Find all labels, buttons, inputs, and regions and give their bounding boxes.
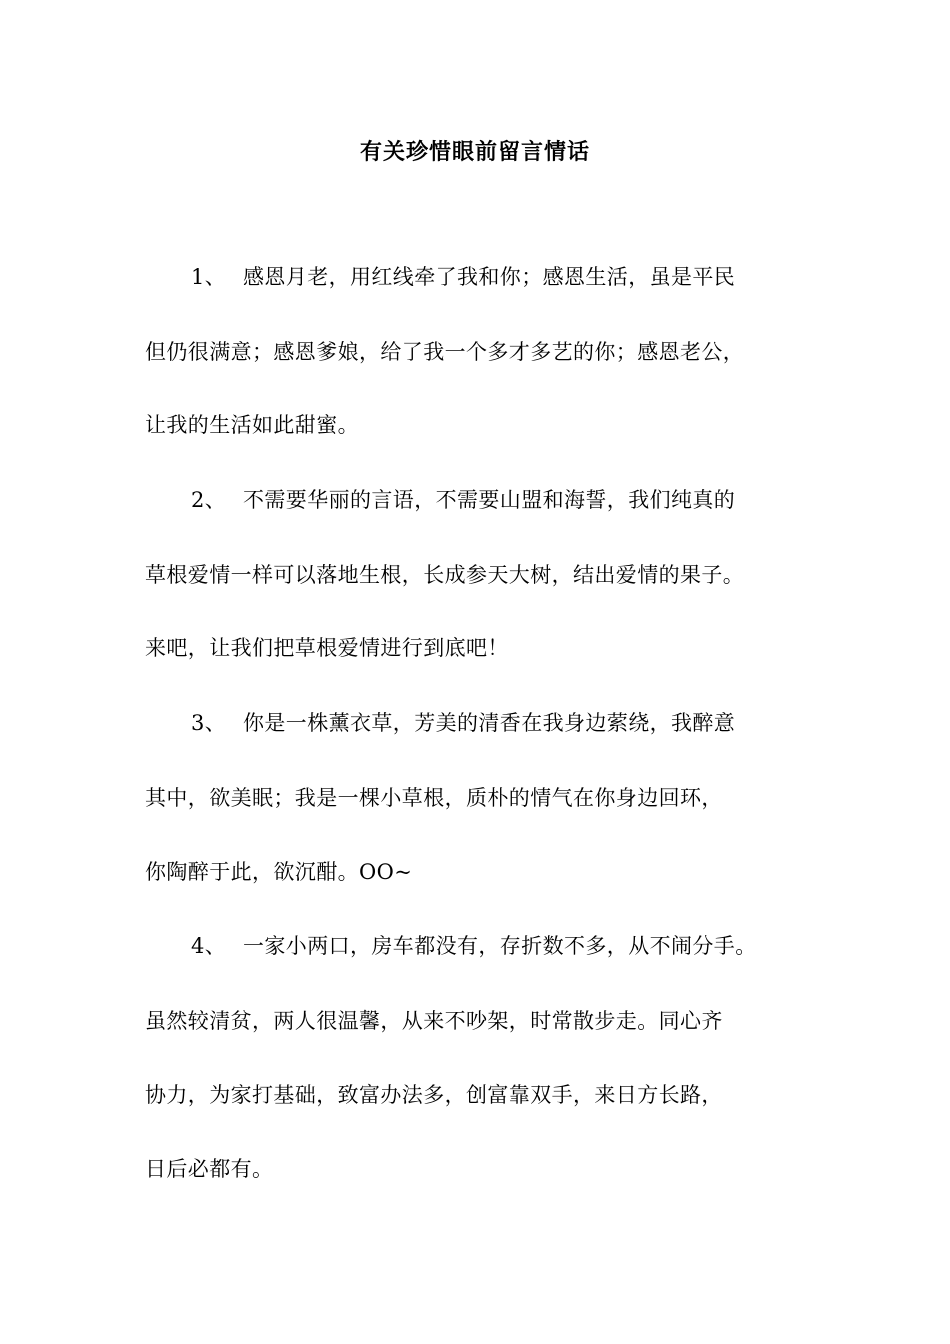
paragraph-3-line-1	[191, 708, 735, 738]
document-title: 有关珍惜眼前留言情话	[359, 140, 590, 165]
paragraph-4-text-1: 一家小两口，房车都没有，存折数不多，从不闹分手。	[243, 934, 757, 958]
paragraph-4-line-3: 协力，为家打基础，致富办法多，创富靠双手，来日方长路，	[145, 1083, 723, 1107]
paragraph-1-line-2: 但仍很满意；感恩爹娘，给了我一个多才多艺的你；感恩老公，	[145, 340, 745, 364]
paragraph-2-line-2: 草根爱情一样可以落地生根，长成参天大树，结出爱情的果子。	[145, 563, 745, 587]
paragraph-4-number: 4、	[191, 934, 227, 958]
paragraph-1-number: 1、	[191, 265, 227, 289]
paragraph-1-line-3: 让我的生活如此甜蜜。	[145, 413, 359, 437]
paragraph-2-number: 2、	[191, 488, 227, 512]
paragraph-2-line-3: 来吧，让我们把草根爱情进行到底吧！	[145, 636, 509, 660]
paragraph-1-line-1	[191, 262, 735, 292]
paragraph-3-number: 3、	[191, 711, 227, 735]
paragraph-3-line-3: 你陶醉于此，欲沉酣。OO~	[145, 860, 413, 884]
paragraph-4-line-2: 虽然较清贫，两人很温馨，从来不吵架，时常散步走。同心齐	[145, 1009, 723, 1033]
paragraph-4-line-1	[191, 931, 757, 961]
paragraph-3-line-2: 其中，欲美眠；我是一棵小草根，质朴的情气在你身边回环，	[145, 786, 723, 810]
paragraph-2-text-1: 不需要华丽的言语，不需要山盟和海誓，我们纯真的	[243, 488, 736, 512]
paragraph-2-line-1	[191, 485, 735, 515]
paragraph-3-text-1: 你是一株薰衣草，芳美的清香在我身边萦绕，我醉意	[243, 711, 736, 735]
paragraph-4-line-4: 日后必都有。	[145, 1157, 274, 1181]
paragraph-1-text-1: 感恩月老，用红线牵了我和你；感恩生活，虽是平民	[243, 265, 736, 289]
